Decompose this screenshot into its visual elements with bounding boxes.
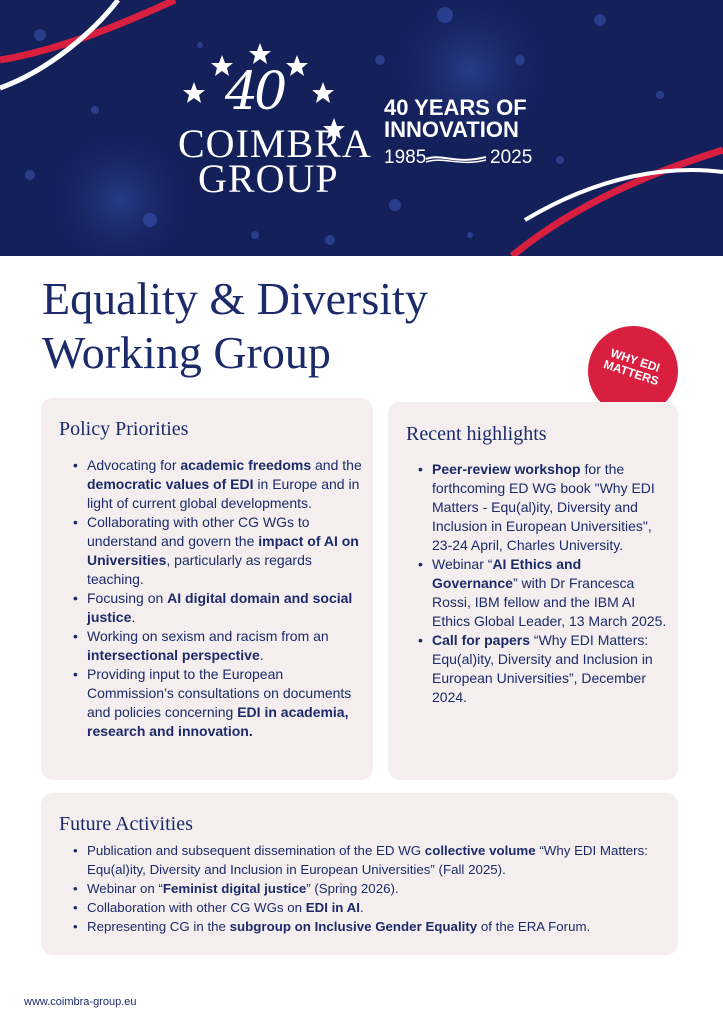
text-segment: . [359, 900, 364, 915]
year-end: 2025 [490, 147, 533, 168]
badge-label: WHY EDI MATTERS [601, 345, 662, 389]
page-title-line1: Equality & Diversity [42, 273, 428, 324]
anniversary-title: 40 YEARS OF INNOVATION [384, 95, 527, 142]
list-item [73, 879, 668, 898]
text-segment: Representing CG in the [87, 919, 230, 934]
text-segment: “Why EDI Matters: Equ(al)ity, Diversity and Inclusion in European Universities”, December 2024. [432, 632, 653, 705]
list-item [73, 627, 363, 665]
text-segment: “Why EDI Matters: Equ(al)ity, Diversity and Inclusion in European Universities” (Fall 2025). [87, 843, 648, 877]
coimbra-group-logo [170, 40, 372, 201]
list-item [73, 513, 363, 589]
bold-text: Call for papers [432, 632, 531, 648]
bold-text: EDI in AI [305, 900, 360, 915]
text-segment: Publication and subsequent dissemination of the ED WG [87, 843, 425, 858]
year-start: 1985 [384, 147, 427, 168]
bold-text: EDI in academia, research and innovation. [87, 704, 349, 739]
text-segment: Advocating for [87, 457, 181, 473]
future-activities-panel [41, 793, 678, 955]
list-item [73, 917, 668, 936]
text-segment: for the forthcoming ED WG book "Why EDI Matters - Equ(al)ity, Diversity and Inclusion in European Universities", 23-24 April, Charles University. [432, 461, 655, 553]
header-banner [0, 0, 723, 256]
text-segment: . [131, 609, 136, 625]
recent-highlights-list [418, 460, 668, 707]
recent-highlights-panel [388, 402, 678, 780]
text-segment: Collaboration with other CG WGs on [87, 900, 306, 915]
policy-priorities-list [73, 456, 363, 741]
text-segment: Webinar on “ [87, 881, 163, 896]
list-item [73, 841, 668, 879]
bold-text: subgroup on Inclusive Gender Equality [229, 919, 478, 934]
bold-text: impact of AI on Universities [87, 533, 359, 568]
policy-priorities-heading: Policy Priorities [59, 418, 189, 440]
bold-text: Feminist digital justice [162, 881, 307, 896]
text-segment: of the ERA Forum. [477, 919, 591, 934]
logo-number: 40 [225, 62, 284, 122]
bold-text: AI digital domain and social justice [87, 590, 353, 625]
text-segment: Providing input to the European Commission’s consultations on documents and policies concerning [87, 666, 352, 720]
text-segment: Webinar “ [432, 556, 493, 572]
anniversary-years [384, 147, 544, 171]
wave-divider-icon [426, 153, 486, 165]
bold-text: collective volume [424, 843, 536, 858]
bold-text: academic freedoms [180, 457, 312, 473]
bold-text: AI Ethics and Governance [432, 556, 582, 591]
future-activities-list [73, 841, 668, 936]
text-segment: , particularly as regards teaching. [87, 552, 312, 587]
logo-line2: GROUP [198, 156, 339, 201]
page-title [42, 272, 428, 380]
list-item [418, 460, 668, 555]
text-segment: Collaborating with other CG WGs to understand and govern the [87, 514, 310, 549]
logo-line1: COIMBRA [178, 121, 372, 166]
list-item [73, 898, 668, 917]
list-item [73, 665, 363, 741]
text-segment: ” (Spring 2026). [306, 881, 399, 896]
list-item [73, 589, 363, 627]
future-activities-heading: Future Activities [59, 813, 193, 835]
website-link[interactable]: www.coimbra-group.eu [24, 996, 137, 1008]
recent-highlights-heading: Recent highlights [406, 423, 547, 445]
list-item [73, 456, 363, 513]
bold-text: Peer-review workshop [432, 461, 581, 477]
list-item [418, 631, 668, 707]
text-segment: Working on sexism and racism from an [87, 628, 329, 644]
text-segment: in Europe and in light of current global developments. [87, 476, 360, 511]
bold-text: democratic values of EDI [87, 476, 254, 492]
list-item [418, 555, 668, 631]
bold-text: intersectional perspective [87, 647, 260, 663]
text-segment: ” with Dr Francesca Rossi, IBM fellow and the IBM AI Ethics Global Leader, 13 March 2025. [432, 575, 667, 629]
text-segment: Focusing on [87, 590, 168, 606]
text-segment: and the [311, 457, 362, 473]
policy-priorities-panel [41, 398, 373, 780]
text-segment: . [259, 647, 264, 663]
page-title-line2: Working Group [42, 327, 331, 378]
